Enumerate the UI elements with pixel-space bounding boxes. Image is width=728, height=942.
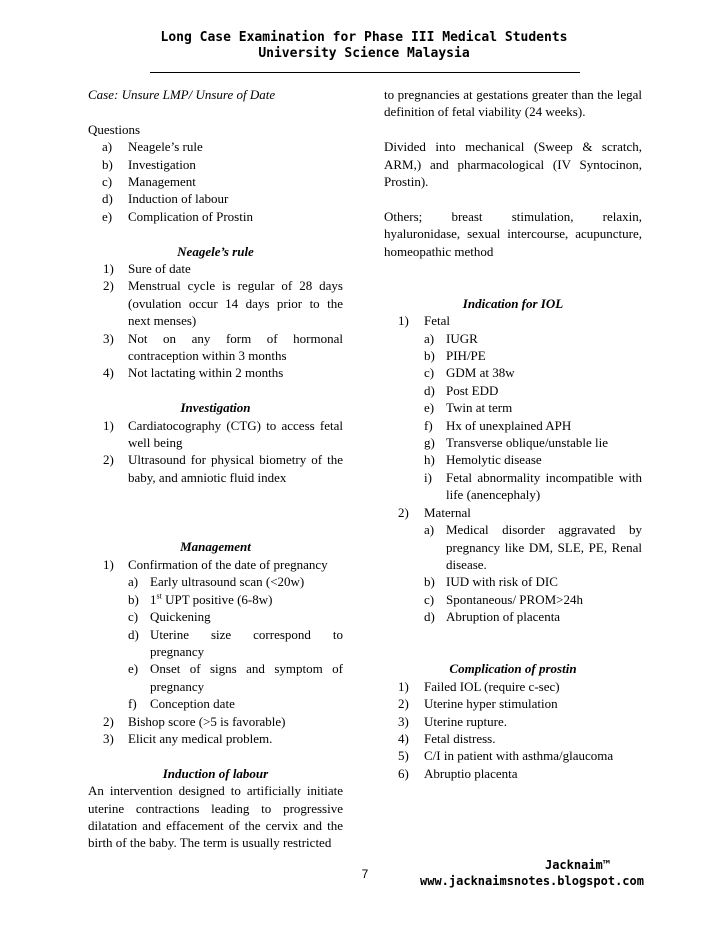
iol-others: Others; breast stimulation, relaxin, hyaluronidase, sexual intercourse, acupuncture, homeopathic method xyxy=(384,208,642,259)
induction-continued: to pregnancies at gestations greater than the legal definition of fetal viability (24 weeks). xyxy=(384,87,642,120)
list-item: b) Investigation xyxy=(102,156,196,172)
list-item: c) Spontaneous/ PROM>24h xyxy=(424,591,583,607)
management-title: Management xyxy=(180,539,251,555)
list-item: 1) Failed IOL (require c-sec) xyxy=(398,678,560,694)
brand-name: Jacknaim™ xyxy=(544,858,610,872)
list-item: 1) Confirmation of the date of pregnancy a) Early ultrasound scan (<20w) b) 1st UPT positive (6-8w) c) Quickening d) Uterine size correspond to pregnancy e) Onset of signs and symptom of pregnancy f) Conception date xyxy=(103,556,343,712)
list-item: e) Onset of signs and symptom of pregnancy xyxy=(128,661,343,694)
questions-label: Questions xyxy=(88,121,140,137)
list-item: b) PIH/PE xyxy=(424,348,486,364)
case-title: Case: Unsure LMP/ Unsure of Date xyxy=(88,87,276,102)
list-item: d) Induction of labour xyxy=(102,191,229,207)
list-item: 2) Uterine hyper stimulation xyxy=(398,696,558,712)
list-item: 2) Menstrual cycle is regular of 28 days (ovulation occur 14 days prior to the next menses) xyxy=(103,278,343,329)
header-subtitle: University Science Malaysia xyxy=(258,46,470,61)
list-item: 3) Not on any form of hormonal contraception within 3 months xyxy=(103,330,343,364)
list-item: 6) Abruptio placenta xyxy=(398,765,518,781)
list-item: c) Management xyxy=(102,174,196,190)
list-item: 4) Fetal distress. xyxy=(398,730,496,746)
brand-url: www.jacknaimsnotes.blogspot.com xyxy=(420,874,644,888)
list-item: 3) Elicit any medical problem. xyxy=(103,730,273,746)
list-item: h) Hemolytic disease xyxy=(424,452,542,468)
iol-methods: Divided into mechanical (Sweep & scratch, ARM,) and pharmacological (IV Syntocinon, Prostin). xyxy=(384,139,642,190)
induction-text: An intervention designed to artificially initiate uterine contractions leading to progressive dilatation and effacement of the cervix and the birth of the baby. The term is usually restricted xyxy=(88,783,343,851)
neagele-title: Neagele’s rule xyxy=(177,243,254,259)
list-item: 2) Maternal a) Medical disorder aggravated by pregnancy like DM, SLE, PE, Renal disease. b) IUD with risk of DIC c) Spontaneous/ PROM>24h d) Abruption of placenta xyxy=(398,504,642,625)
list-item: 2) Bishop score (>5 is favorable) xyxy=(103,713,286,729)
list-item: a) Early ultrasound scan (<20w) xyxy=(128,574,305,590)
list-item: g) Transverse oblique/unstable lie xyxy=(424,435,608,451)
list-item: 4) Not lactating within 2 months xyxy=(103,365,284,381)
list-item: b) IUD with risk of DIC xyxy=(424,574,558,590)
footer-brand xyxy=(420,857,644,889)
fetal-sublist xyxy=(424,330,642,504)
neagele-list xyxy=(88,260,343,382)
list-item: 2) Ultrasound for physical biometry of the baby, and amniotic fluid index xyxy=(103,452,343,485)
list-item: c) Quickening xyxy=(128,609,211,625)
induction-title: Induction of labour xyxy=(162,765,269,781)
list-item: 1) Sure of date xyxy=(103,261,191,277)
list-item: i) Fetal abnormality incompatible with life (anencephaly) xyxy=(424,469,642,503)
list-item: 1) Fetal a) IUGR b) PIH/PE c) GDM at 38w d) Post EDD e) Twin at term f) Hx of unexplained APH g) Transverse oblique/unstable lie h) Hemolytic disease i) Fetal abnormality incompatible with life (anencephaly) xyxy=(398,313,642,503)
list-item: a) Medical disorder aggravated by pregnancy like DM, SLE, PE, Renal disease. xyxy=(424,522,642,572)
list-item: d) Uterine size correspond to pregnancy xyxy=(128,626,343,659)
page-header xyxy=(0,30,728,62)
header-rule xyxy=(150,72,580,73)
list-item: 1) Cardiatocography (CTG) to access fetal well being xyxy=(103,417,343,451)
list-item: f) Conception date xyxy=(128,696,235,712)
list-item: b) 1st UPT positive (6-8w) xyxy=(128,591,273,607)
prostin-list xyxy=(384,678,642,782)
iol-list xyxy=(384,312,642,625)
list-item: e) Complication of Prostin xyxy=(102,208,253,224)
page-number: 7 xyxy=(361,867,369,881)
list-item: 3) Uterine rupture. xyxy=(398,713,508,729)
list-item: d) Post EDD xyxy=(424,382,499,398)
left-column xyxy=(88,86,343,852)
investigation-list xyxy=(88,417,343,487)
questions-list xyxy=(88,138,343,225)
management-list xyxy=(88,556,343,747)
header-title: Long Case Examination for Phase III Medical Students xyxy=(160,30,568,45)
list-item: f) Hx of unexplained APH xyxy=(424,417,572,433)
right-column xyxy=(384,86,642,782)
maternal-sublist xyxy=(424,521,642,625)
list-item: 5) C/I in patient with asthma/glaucoma xyxy=(398,748,614,764)
list-item: a) Neagele’s rule xyxy=(102,139,203,155)
list-item: e) Twin at term xyxy=(424,400,513,416)
investigation-title: Investigation xyxy=(180,400,251,416)
iol-indication-title: Indication for IOL xyxy=(462,295,564,311)
management-sublist xyxy=(128,573,343,712)
list-item: d) Abruption of placenta xyxy=(424,609,561,625)
list-item: a) IUGR xyxy=(424,330,478,346)
list-item: c) GDM at 38w xyxy=(424,365,515,381)
prostin-title: Complication of prostin xyxy=(449,661,577,677)
